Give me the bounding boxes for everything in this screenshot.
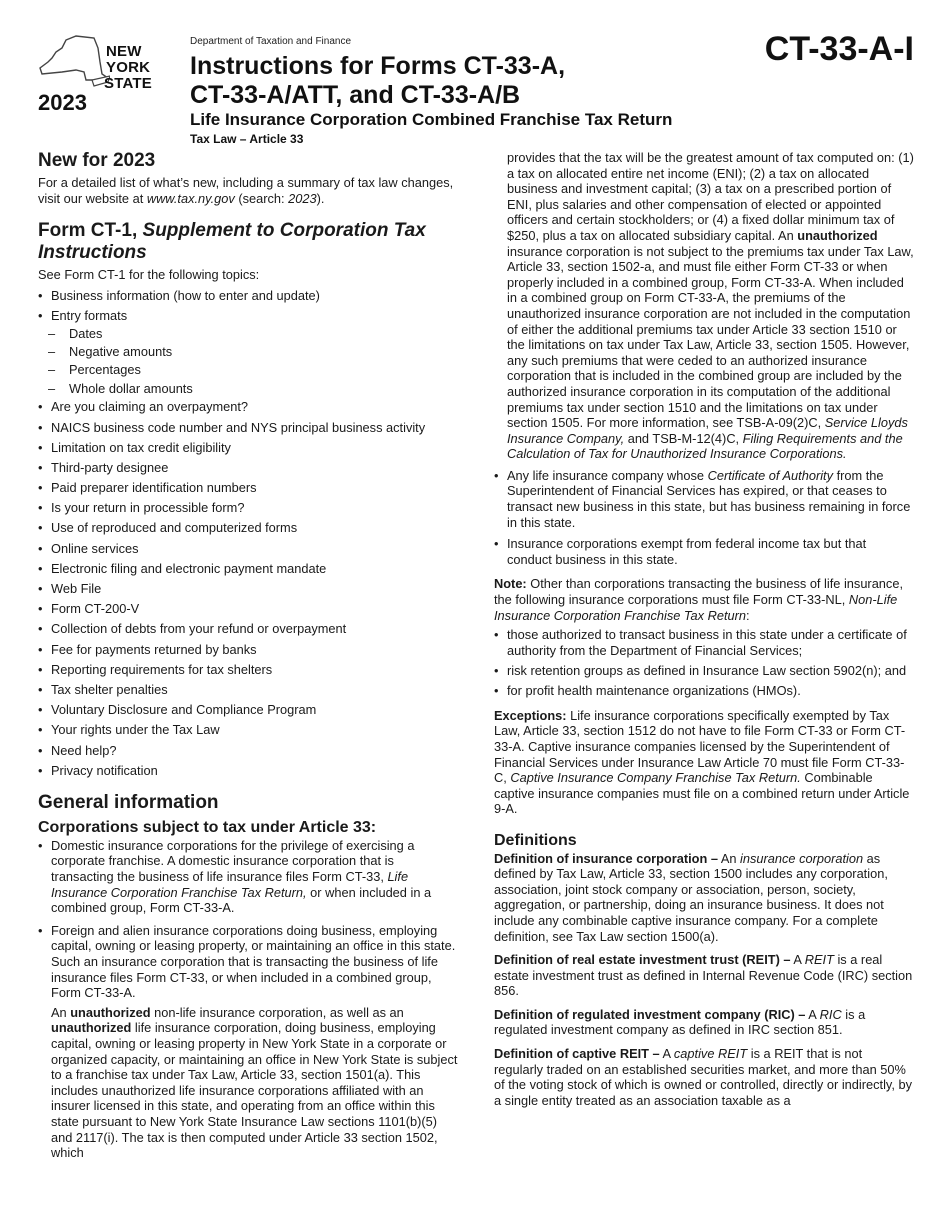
right-column — [494, 150, 914, 1114]
new-for-2023-text: For a detailed list of what’s new, including a summary of tax law changes, visit our website at www.tax.ny.gov (search: 2023). — [38, 175, 454, 206]
website-link[interactable]: www.tax.ny.gov — [146, 190, 235, 206]
ct1-topic-list — [38, 288, 458, 779]
list-item: – Dates — [38, 326, 458, 342]
corporations-list — [38, 838, 458, 1001]
list-item: – Negative amounts — [38, 344, 458, 360]
list-item: • Limitation on tax credit eligibility — [38, 440, 458, 456]
note-paragraph: Note: Other than corporations transacting the business of life insurance, the following insurance corporations must file Form CT-33-NL, Non-Life Insurance Corporation Franchise Tax Return: — [494, 576, 903, 623]
list-item: • NAICS business code number and NYS principal business activity — [38, 420, 458, 436]
corporations-list-continued — [494, 468, 914, 568]
list-item: • Electronic filing and electronic payment mandate — [38, 561, 458, 577]
list-item: • Tax shelter penalties — [38, 682, 458, 698]
nys-map-icon — [36, 34, 110, 94]
title-line-1: Instructions for Forms CT-33-A, — [190, 52, 566, 80]
entry-formats-list — [38, 326, 458, 397]
list-item: • Form CT-200-V — [38, 601, 458, 617]
list-item: – Percentages — [38, 362, 458, 378]
general-information-heading: General information — [38, 792, 219, 814]
title-line-2: CT-33-A/ATT, and CT-33-A/B — [190, 81, 521, 109]
list-item: • Paid preparer identification numbers — [38, 480, 458, 496]
tax-law-reference: Tax Law – Article 33 — [190, 132, 304, 146]
new-for-2023-heading: New for 2023 — [38, 150, 156, 171]
list-item: • Business information (how to enter and update) — [38, 288, 458, 304]
logo-year: 2023 — [38, 90, 87, 115]
list-item: • Is your return in processible form? — [38, 500, 458, 516]
left-column — [38, 150, 458, 1167]
unauthorized-paragraph: An unauthorized non-life insurance corporation, as well as an unauthorized life insurance corporation, doing business, employing capital, owning or leasing property in New York State in a corporate or organized capacity, or maintaining an office in New York State is subject to a franchise tax under Tax Law, Article 33, section 1501(a). This includes unauthorized life insurance corporations affiliated with an insurer licensed in this state, and operating from an office within this state pursuant to New York State Insurance Law sections 1101(b)(5) and 2117(i). The tax is then computed under Article 33 section 1502, which — [51, 1004, 458, 1161]
ct1-heading: Form CT-1, Supplement to Corporation Tax Instructions — [38, 220, 426, 264]
list-item: • Online services — [38, 541, 458, 557]
corporations-subject-heading: Corporations subject to tax under Article 33: — [38, 819, 377, 837]
form-code: CT-33-A-I — [764, 30, 914, 68]
note-list — [494, 627, 914, 699]
list-item: • Insurance corporations exempt from federal income tax but that conduct business in this state. — [494, 536, 914, 567]
list-item: • Foreign and alien insurance corporations doing business, employing capital, owning or leasing property, or maintaining an office in this state. Such an insurance corporation that is transacting the business of life insurance files Form CT-33, or when included in a combined group, Form CT-33-A. — [38, 923, 458, 1001]
definition-reit: Definition of real estate investment trust (REIT) – A REIT is a real estate investment trust as defined in Internal Revenue Code (IRC) section 856. — [494, 952, 913, 999]
page-header — [0, 0, 950, 150]
logo-word-york: YORK — [106, 59, 151, 76]
list-item: – Whole dollar amounts — [38, 381, 458, 397]
list-item: • Entry formats – Dates – Negative amounts – Percentages – Whole dollar amounts — [38, 308, 458, 396]
list-item: • Web File — [38, 581, 458, 597]
list-item: • Reporting requirements for tax shelters — [38, 662, 458, 678]
list-item: • those authorized to transact business in this state under a certificate of authority from the Department of Financial Services; — [494, 627, 914, 658]
list-item: • Fee for payments returned by banks — [38, 642, 458, 658]
list-item: • Voluntary Disclosure and Compliance Program — [38, 702, 458, 718]
list-item: • Need help? — [38, 743, 458, 759]
list-item: • Collection of debts from your refund or overpayment — [38, 621, 458, 637]
ct1-intro: See Form CT-1 for the following topics: — [38, 267, 260, 283]
definition-insurance-corporation: Definition of insurance corporation – An insurance corporation as defined by Tax Law, Article 33, section 1500 includes any corporation, association, joint stock company or association, person, society, aggregation, or partnership, doing an insurance business. It does not include any combinable captive insurance company. For a complete definition, see Tax Law section 1500(a). — [494, 850, 888, 944]
list-item: • for profit health maintenance organizations (HMOs). — [494, 683, 914, 699]
logo-word-state: STATE — [104, 75, 152, 92]
list-item: • Your rights under the Tax Law — [38, 722, 458, 738]
unauthorized-paragraph-continued: provides that the tax will be the greatest amount of tax computed on: (1) a tax on allocated entire net income (ENI); (2) a tax on allocated business and investment capital; (3) a tax on a prescribed portion of ENI, plus salaries and other compensation of elected or appointed officers and certain stockholders; or (4) a fixed dollar minimum tax of $250, plus a tax on allocated subsidiary capital. An unauthorized insurance corporation is not subject to the premiums tax under Tax Law, Article 33, section 1502-a, and must file either Form CT-33 or when properly included in a combined group, Form CT-33-A. When included in a combined group on Form CT-33-A, the premiums of the unauthorized insurance corporation are not included in the computation of either the additional premiums tax under Article 33 section 1510 or the limitations on tax under Tax Law, Article 33, section 1505. However, any such premiums that were ceded to an authorized insurance corporation that is included in the combined group are included by the authorized insurance corporation in its computation of the additional premiums tax under section 1510 and the limitations on tax under section 1505. For more information, see TSB-A-09(2)C, Service Lloyds Insurance Company, and TSB-M-12(4)C, Filing Requirements and the Calculation of Tax for Unauthorized Insurance Corporations. — [507, 150, 914, 462]
list-item: • Any life insurance company whose Certificate of Authority from the Superintendent of Financial Services has expired, or that ceases to transact new business in this state, but has business remaining in force in this state. — [494, 468, 914, 530]
definition-ric: Definition of regulated investment company (RIC) – A RIC is a regulated investment company as defined in IRC section 851. — [494, 1006, 866, 1038]
list-item: • Privacy notification — [38, 763, 458, 779]
list-item: • Use of reproduced and computerized forms — [38, 520, 458, 536]
definition-captive-reit: Definition of captive REIT – A captive REIT is a REIT that is not regularly traded on an established securities market, and more than 50% of the voting stock of which is owned or controlled, directly or indirectly, by a single entity treated as an association taxable as a — [494, 1046, 912, 1108]
list-item: • Are you claiming an overpayment? — [38, 399, 458, 415]
department-name: Department of Taxation and Finance — [190, 36, 352, 47]
exceptions-paragraph: Exceptions: Life insurance corporations specifically exempted by Tax Law, Article 33, section 1512 do not have to file Form CT-33 or Form CT-33-A. Captive insurance companies licensed by the Superintendent of Financial Services under Insurance Law Article 70 must file Form CT-33-C, Captive Insurance Company Franchise Tax Return. Combinable captive insurance companies must file on a combined return under Article 9-A. — [494, 707, 910, 817]
page-subtitle: Life Insurance Corporation Combined Franchise Tax Return — [190, 110, 673, 129]
nys-logo — [36, 34, 166, 118]
definitions-heading: Definitions — [494, 831, 577, 849]
list-item: • risk retention groups as defined in Insurance Law section 5902(n); and — [494, 663, 914, 679]
page-title — [190, 52, 565, 110]
list-item: • Third-party designee — [38, 460, 458, 476]
logo-word-new: NEW — [106, 43, 142, 60]
list-item: • Domestic insurance corporations for the privilege of exercising a corporate franchise. A domestic insurance corporation that is transacting the business of life insurance files Form CT-33, Life Insurance Corporation Franchise Tax Return, or when included in a combined group, Form CT-33-A. — [38, 838, 458, 916]
